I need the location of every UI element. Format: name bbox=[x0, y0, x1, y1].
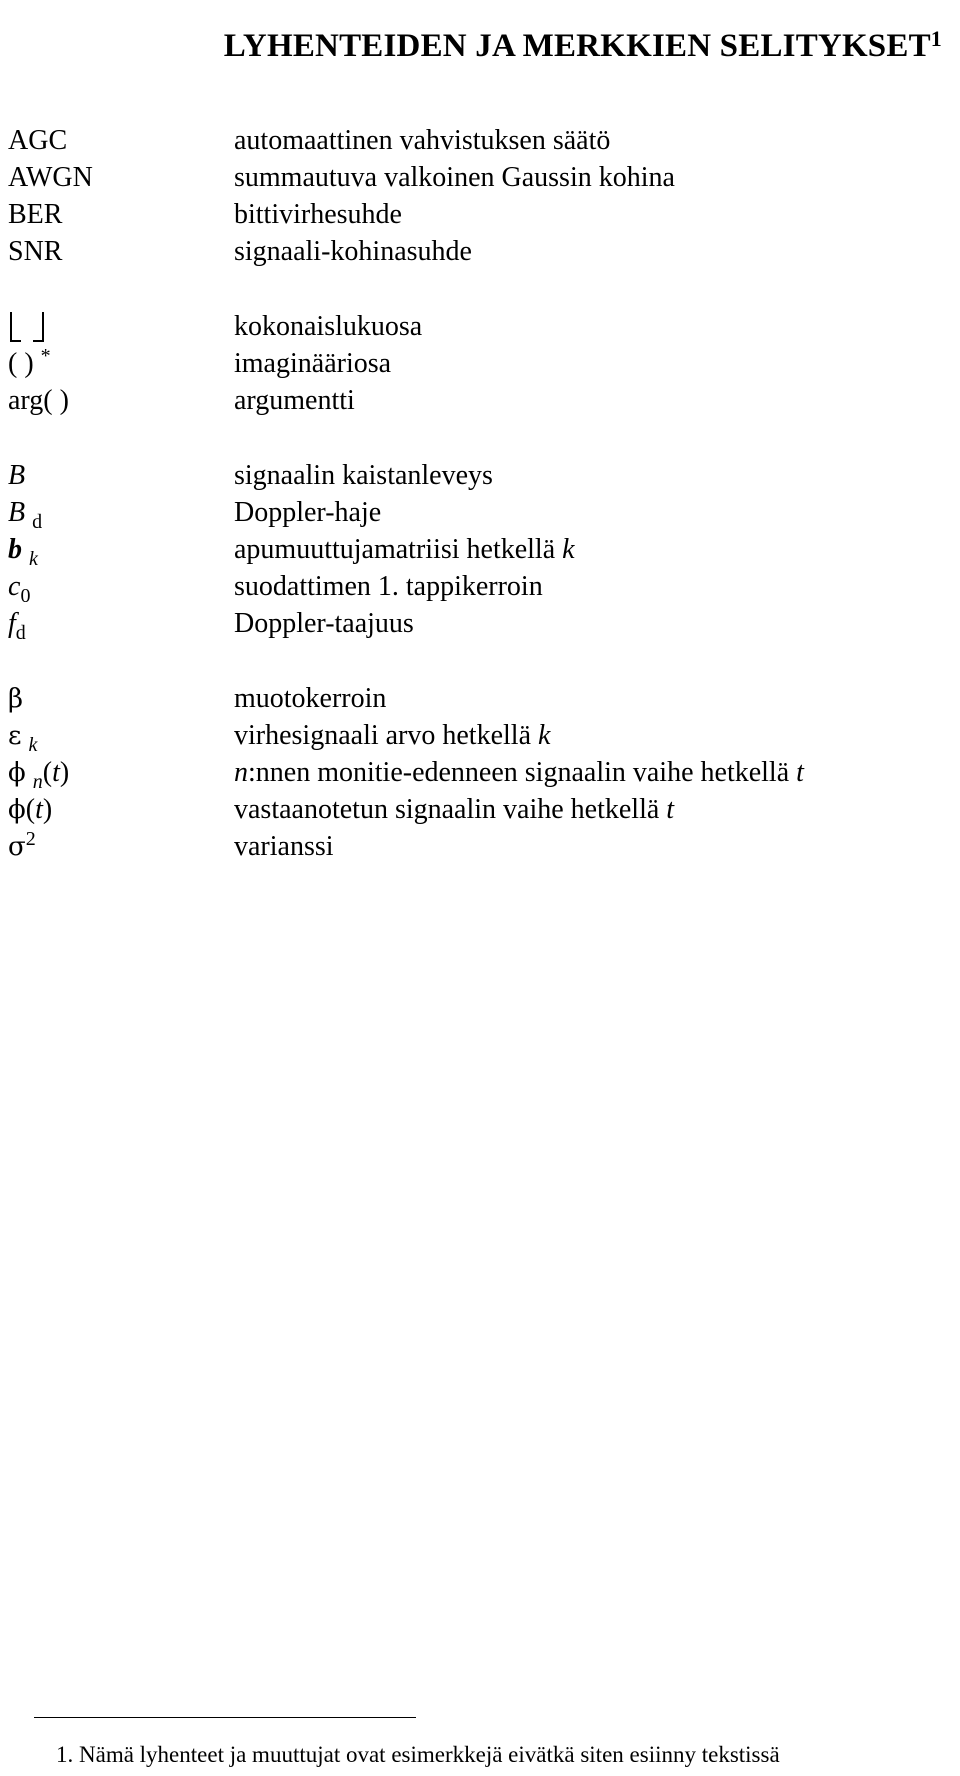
definition: signaalin kaistanleveys bbox=[234, 460, 493, 491]
symbol-base: b bbox=[8, 534, 22, 565]
symbol-base: ε bbox=[8, 721, 22, 751]
definition: summautuva valkoinen Gaussin kohina bbox=[234, 162, 675, 193]
symbol-subscript: k bbox=[28, 734, 38, 756]
glossary-row-floor bbox=[8, 308, 948, 345]
definition bbox=[234, 717, 550, 754]
definition bbox=[234, 791, 674, 828]
symbol-base: ϕ bbox=[8, 758, 26, 788]
glossary-row-Bd bbox=[8, 494, 948, 531]
symbol-argument: t bbox=[35, 794, 43, 825]
symbol-base: f bbox=[8, 608, 16, 639]
footnote-rule bbox=[34, 1717, 416, 1718]
page-title bbox=[0, 28, 960, 65]
symbol-base: c bbox=[8, 571, 21, 602]
definition-variable: n bbox=[234, 757, 248, 788]
symbol-subscript: d bbox=[32, 511, 43, 533]
symbol bbox=[8, 345, 234, 385]
symbol-subscript: n bbox=[32, 771, 43, 793]
definition: bittivirhesuhde bbox=[234, 199, 402, 230]
glossary-row-beta bbox=[8, 680, 948, 717]
floor-bracket-icon bbox=[8, 312, 46, 342]
definition: muotokerroin bbox=[234, 683, 387, 714]
definition: kokonaislukuosa bbox=[234, 311, 423, 342]
glossary-row-epsilon bbox=[8, 717, 948, 754]
definition-variable: t bbox=[796, 757, 804, 788]
symbol: SNR bbox=[8, 236, 63, 267]
definition: imaginääriosa bbox=[234, 348, 392, 379]
abbreviations-group bbox=[8, 122, 948, 270]
symbol-base: B bbox=[8, 460, 26, 491]
symbol-superscript: 2 bbox=[25, 828, 36, 850]
definition-variable: k bbox=[562, 534, 575, 565]
definition: Doppler-taajuus bbox=[234, 608, 414, 639]
definition-text: vastaanotetun signaalin vaihe hetkellä bbox=[234, 794, 667, 825]
symbol: AGC bbox=[8, 125, 68, 156]
definition-text: apumuuttujamatriisi hetkellä bbox=[234, 534, 563, 565]
symbol bbox=[8, 680, 234, 718]
symbol bbox=[8, 828, 234, 868]
footnote: 1. Nämä lyhenteet ja muuttujat ovat esimerkkejä eivätkä siten esiinny tekstissä bbox=[56, 1742, 780, 1767]
definition-variable: k bbox=[538, 720, 551, 751]
symbol bbox=[8, 494, 234, 534]
glossary-row-awgn bbox=[8, 159, 948, 196]
definition: automaattinen vahvistuksen säätö bbox=[234, 125, 611, 156]
definition: Doppler-haje bbox=[234, 497, 382, 528]
glossary-row-conjugate bbox=[8, 345, 948, 382]
latin-symbols-group bbox=[8, 457, 948, 642]
definition: argumentti bbox=[234, 385, 355, 416]
symbol-argument: t bbox=[52, 757, 60, 788]
definition: suodattimen 1. tappikerroin bbox=[234, 571, 543, 602]
glossary-row-snr bbox=[8, 233, 948, 270]
symbol-base: σ bbox=[8, 832, 26, 862]
symbol-base: ϕ bbox=[8, 795, 26, 825]
glossary-row-fd bbox=[8, 605, 948, 642]
definition bbox=[234, 531, 575, 568]
symbol: arg( ) bbox=[8, 385, 69, 416]
symbol bbox=[8, 457, 234, 494]
symbol bbox=[8, 791, 234, 829]
symbol bbox=[8, 754, 234, 794]
symbol bbox=[8, 568, 234, 608]
open-paren: ( bbox=[42, 757, 53, 788]
glossary-row-bk bbox=[8, 531, 948, 568]
symbol: BER bbox=[8, 199, 63, 230]
definition-text: :nnen monitie-edenneen signaalin vaihe hetkellä bbox=[248, 757, 797, 788]
symbol-subscript: 0 bbox=[20, 585, 31, 607]
glossary bbox=[8, 122, 948, 903]
close-paren: ) bbox=[59, 757, 70, 788]
page-title-text: LYHENTEIDEN JA MERKKIEN SELITYKSET bbox=[223, 28, 931, 65]
symbol-base: ( ) bbox=[8, 348, 34, 379]
definition-text: virhesignaali arvo hetkellä bbox=[234, 720, 538, 751]
definition bbox=[234, 754, 804, 791]
symbol: AWGN bbox=[8, 162, 93, 193]
glossary-row-arg bbox=[8, 382, 948, 419]
glossary-row-sigma bbox=[8, 828, 948, 865]
close-paren: ) bbox=[42, 794, 53, 825]
symbol-base: B bbox=[8, 497, 26, 528]
symbol-superscript: * bbox=[40, 345, 51, 367]
symbol bbox=[8, 531, 234, 571]
definition: signaali-kohinasuhde bbox=[234, 236, 472, 267]
symbol-subscript: d bbox=[15, 622, 26, 644]
symbol-base: β bbox=[8, 684, 24, 714]
glossary-row-phi-n bbox=[8, 754, 948, 791]
symbol bbox=[8, 717, 234, 757]
glossary-row-B bbox=[8, 457, 948, 494]
symbol bbox=[8, 605, 234, 645]
footnote-reference: 1 bbox=[930, 26, 942, 52]
glossary-row-c0 bbox=[8, 568, 948, 605]
definition: varianssi bbox=[234, 831, 334, 862]
definition-variable: t bbox=[666, 794, 675, 825]
open-paren: ( bbox=[25, 794, 36, 825]
operators-group bbox=[8, 308, 948, 419]
symbol-subscript: k bbox=[29, 548, 38, 570]
glossary-row-agc bbox=[8, 122, 948, 159]
glossary-row-ber bbox=[8, 196, 948, 233]
glossary-row-phi bbox=[8, 791, 948, 828]
greek-symbols-group bbox=[8, 680, 948, 865]
